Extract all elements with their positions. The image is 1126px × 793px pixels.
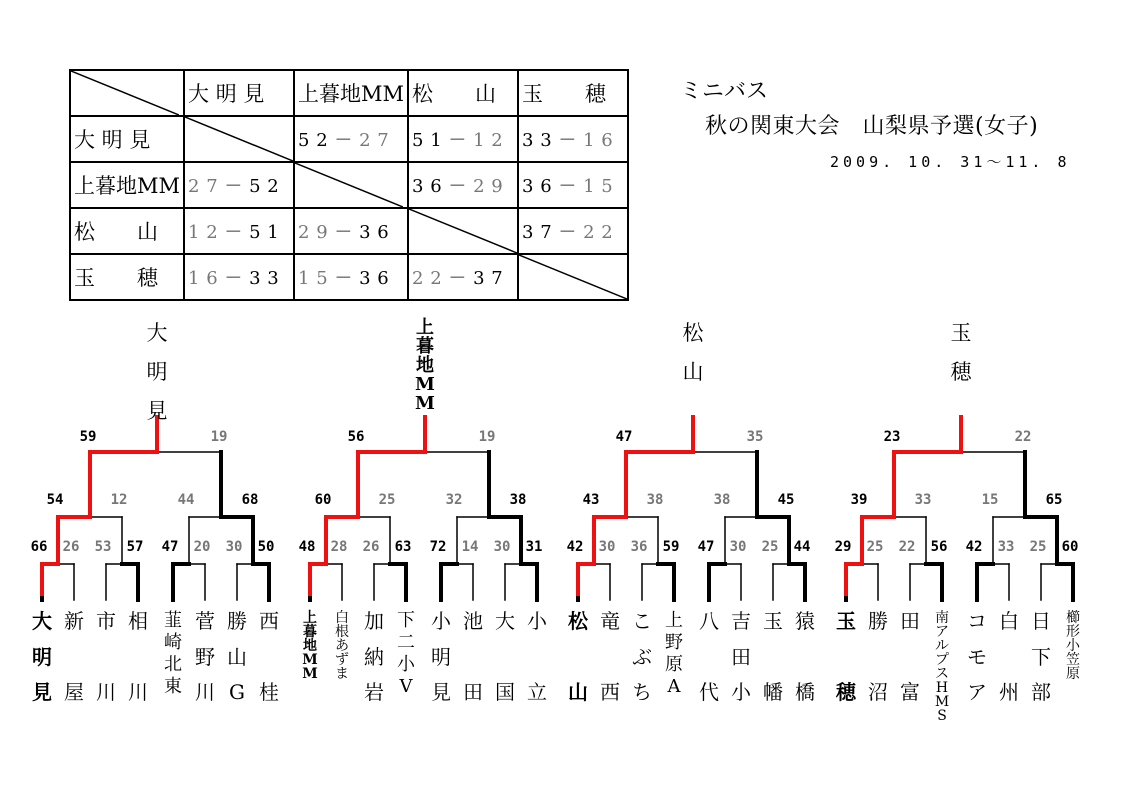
team-name-char: 東 [164, 676, 182, 697]
title-series: ミニバス [680, 79, 769, 104]
team-name-char: 桂 [259, 680, 279, 704]
team-name-char: 西 [259, 609, 279, 633]
team-name-char: 日 [1031, 609, 1051, 633]
score-label: 65 [1045, 492, 1063, 508]
team-name-char: プ [935, 652, 949, 668]
team-name-char: V [399, 676, 413, 697]
team-name-char: 明 [32, 645, 52, 669]
score-label: 29 [834, 539, 852, 555]
score-label: 39 [850, 492, 868, 508]
team-name-char: 猿 [795, 609, 815, 633]
team-name-char: 市 [96, 609, 116, 633]
table-column-header: 玉 穂 [518, 70, 628, 116]
team-name-char: ス [935, 666, 949, 682]
score-label: 47 [697, 539, 715, 555]
team-name-char: 原 [665, 654, 683, 675]
team-name-char: 西 [600, 680, 620, 704]
team-name-char: 山 [568, 680, 588, 704]
team-name-char: 菅 [195, 609, 215, 633]
team-name-char: M [302, 666, 318, 682]
score-own: 2 2 [412, 268, 443, 289]
team-name-char: 玉 [763, 609, 783, 633]
winner-name-char: 大 [146, 321, 168, 345]
team-name-char: 勝 [227, 609, 247, 633]
score-label: 30 [225, 539, 243, 555]
score-dash: － [218, 176, 250, 197]
team-name-char: 北 [164, 654, 182, 675]
team-name-char: 池 [463, 609, 483, 633]
winner-name-char: 山 [682, 360, 704, 384]
team-name-char: ぶ [632, 645, 652, 669]
score-opp: 3 6 [359, 268, 390, 289]
winner-name-char: 上 [416, 317, 434, 338]
team-name-char: 屋 [64, 680, 84, 704]
team-name-char: 富 [900, 680, 920, 704]
score-own: 1 2 [188, 222, 219, 243]
team-name-char: 小 [1066, 638, 1080, 654]
score-label: 59 [662, 539, 680, 555]
team-name-char: 山 [227, 645, 247, 669]
team-name-char: 櫛 [1066, 610, 1080, 626]
score-dash: － [442, 130, 474, 151]
team-name-char: 明 [431, 645, 451, 669]
score-label: 47 [161, 539, 179, 555]
team-name-char: 大 [495, 609, 515, 633]
score-label: 25 [378, 492, 396, 508]
team-name-char: ず [335, 652, 349, 668]
score-label: 42 [566, 539, 584, 555]
team-name-char: 二 [397, 632, 415, 653]
winner-name-char: 地 [416, 355, 434, 376]
team-name-char: 立 [527, 680, 547, 704]
score-label: 63 [394, 539, 412, 555]
team-name-char: 崎 [164, 632, 182, 653]
team-name-char: M [302, 652, 318, 668]
team-name-char: 大 [32, 609, 52, 633]
score-dash: － [552, 130, 584, 151]
table-row-header: 松 山 [70, 208, 184, 254]
score-label: 66 [30, 539, 48, 555]
team-name-char: 小 [527, 609, 547, 633]
score-dash: － [218, 268, 250, 289]
score-label: 36 [630, 539, 648, 555]
score-opp: 5 1 [249, 222, 280, 243]
team-name-char: 加 [364, 609, 384, 633]
team-name-char: 勝 [868, 609, 888, 633]
team-name-char: M [934, 694, 950, 710]
team-name-char: S [937, 708, 947, 724]
score-label: 50 [257, 539, 275, 555]
team-name-char: 見 [32, 680, 52, 704]
score-opp: 2 9 [473, 176, 504, 197]
score-label: 30 [493, 539, 511, 555]
team-name-char: 見 [431, 680, 451, 704]
score-own: 3 7 [522, 222, 553, 243]
team-name-char: モ [967, 645, 987, 669]
table-column-header: 大 明 見 [184, 70, 294, 116]
team-name-char: 田 [900, 609, 920, 633]
score-dash: － [218, 222, 250, 243]
team-name-char: 野 [665, 632, 683, 653]
team-name-char: 田 [731, 645, 751, 669]
team-name-char: A [667, 676, 681, 697]
score-label: 26 [62, 539, 80, 555]
score-dash: － [442, 268, 474, 289]
score-label: 56 [930, 539, 948, 555]
score-label: 32 [445, 492, 463, 508]
team-name-char: 上 [665, 610, 683, 631]
winner-name-char: 見 [146, 399, 168, 423]
team-name-char: 暮 [303, 624, 317, 640]
score-opp: 3 6 [359, 222, 390, 243]
team-name-char: 玉 [836, 609, 856, 633]
team-name-char: ア [935, 624, 949, 640]
team-name-char: 白 [335, 610, 349, 626]
team-name-char: ア [967, 680, 987, 704]
score-label: 44 [793, 539, 811, 555]
table-row-header: 上暮地MM [70, 162, 184, 208]
score-opp: 2 7 [359, 130, 390, 151]
score-label: 30 [729, 539, 747, 555]
score-label: 48 [298, 539, 316, 555]
score-label: 25 [761, 539, 779, 555]
team-name-char: 松 [568, 609, 588, 633]
score-label: 38 [646, 492, 664, 508]
team-name-char: 川 [128, 680, 148, 704]
team-name-char: 根 [335, 624, 349, 640]
team-name-char: 国 [495, 680, 515, 704]
team-name-char: 小 [731, 680, 751, 704]
team-name-char: ル [935, 638, 949, 654]
team-name-char: 川 [195, 680, 215, 704]
team-name-char: 地 [303, 638, 317, 654]
score-label: 59 [79, 429, 97, 445]
team-name-char: 白 [999, 609, 1019, 633]
team-name-char: 岩 [364, 680, 384, 704]
score-opp: 3 3 [249, 268, 280, 289]
winner-name-char: M [415, 393, 435, 414]
table-column-header: 松 山 [408, 70, 518, 116]
score-label: 45 [777, 492, 795, 508]
score-label: 44 [177, 492, 195, 508]
score-label: 43 [582, 492, 600, 508]
score-opp: 2 2 [583, 222, 614, 243]
score-label: 57 [126, 539, 144, 555]
team-name-char: 新 [64, 609, 84, 633]
score-opp: 1 6 [583, 130, 614, 151]
team-name-char: 竜 [600, 609, 620, 633]
score-label: 31 [525, 539, 543, 555]
winner-name-char: 松 [682, 321, 704, 345]
score-label: 26 [362, 539, 380, 555]
team-name-char: 幡 [763, 680, 783, 704]
score-label: 72 [429, 539, 447, 555]
team-name-char: 州 [999, 680, 1019, 704]
score-label: 47 [615, 429, 633, 445]
score-own: 3 3 [522, 130, 553, 151]
team-name-char: H [935, 680, 949, 696]
score-own: 5 1 [412, 130, 443, 151]
score-own: 3 6 [412, 176, 443, 197]
score-label: 68 [241, 492, 259, 508]
score-label: 60 [1061, 539, 1079, 555]
team-name-char: 相 [128, 609, 148, 633]
winner-name-char: M [415, 374, 435, 395]
title-tournament: 秋の関東大会 山梨県予選(女子) [705, 114, 1039, 139]
score-label: 12 [110, 492, 128, 508]
team-name-char: G [229, 680, 245, 704]
score-opp: 1 5 [583, 176, 614, 197]
team-name-char: 上 [303, 610, 317, 626]
team-name-char: 南 [935, 610, 949, 626]
score-label: 22 [1014, 429, 1032, 445]
team-name-char: コ [967, 609, 987, 633]
score-label: 38 [713, 492, 731, 508]
team-name-char: 吉 [731, 609, 751, 633]
score-dash: － [552, 222, 584, 243]
score-label: 60 [314, 492, 332, 508]
team-name-char: 沼 [868, 680, 888, 704]
team-name-char: 韮 [164, 610, 182, 631]
score-dash: － [552, 176, 584, 197]
winner-name-char: 暮 [416, 336, 434, 357]
team-name-char: 部 [1031, 680, 1051, 704]
score-dash: － [328, 130, 360, 151]
score-dash: － [328, 268, 360, 289]
score-label: 25 [866, 539, 884, 555]
score-label: 20 [193, 539, 211, 555]
team-name-char: 田 [463, 680, 483, 704]
score-label: 15 [981, 492, 999, 508]
team-name-char: 代 [699, 680, 719, 704]
winner-name-char: 穂 [950, 360, 972, 384]
team-name-char: 原 [1066, 666, 1080, 682]
team-name-char: 形 [1066, 624, 1080, 640]
team-name-char: ち [632, 680, 652, 704]
team-name-char: 野 [195, 645, 215, 669]
table-row-header: 大 明 見 [70, 116, 184, 162]
team-name-char: 橋 [795, 680, 815, 704]
score-label: 35 [746, 429, 764, 445]
score-label: 33 [914, 492, 932, 508]
score-own: 1 6 [188, 268, 219, 289]
team-name-char: 穂 [836, 680, 856, 704]
score-label: 30 [598, 539, 616, 555]
team-name-char: 川 [96, 680, 116, 704]
score-own: 5 2 [298, 130, 329, 151]
score-label: 42 [965, 539, 983, 555]
score-label: 38 [509, 492, 527, 508]
team-name-char: あ [335, 638, 349, 654]
team-name-char: 下 [1031, 645, 1051, 669]
score-own: 1 5 [298, 268, 329, 289]
team-name-char: ま [335, 666, 349, 682]
score-label: 23 [883, 429, 901, 445]
title-date: 2009. 10. 31～11. 8 [830, 153, 1071, 171]
score-label: 33 [997, 539, 1015, 555]
score-own: 2 9 [298, 222, 329, 243]
score-dash: － [328, 222, 360, 243]
score-opp: 3 7 [473, 268, 504, 289]
team-name-char: 八 [699, 609, 719, 633]
score-opp: 1 2 [473, 130, 504, 151]
table-row-header: 玉 穂 [70, 254, 184, 300]
table-column-header: 上暮地MM [294, 70, 408, 116]
team-name-char: 小 [431, 609, 451, 633]
score-label: 56 [347, 429, 365, 445]
winner-name-char: 玉 [950, 321, 972, 345]
score-label: 19 [210, 429, 228, 445]
score-label: 14 [461, 539, 479, 555]
team-name-char: こ [632, 609, 652, 633]
team-name-char: 納 [364, 645, 384, 669]
score-label: 53 [94, 539, 112, 555]
score-opp: 5 2 [249, 176, 280, 197]
score-dash: － [442, 176, 474, 197]
score-own: 2 7 [188, 176, 219, 197]
team-name-char: 下 [397, 610, 415, 631]
score-label: 28 [330, 539, 348, 555]
score-label: 19 [478, 429, 496, 445]
winner-name-char: 明 [146, 360, 168, 384]
team-name-char: 小 [397, 654, 415, 675]
score-label: 54 [46, 492, 64, 508]
score-own: 3 6 [522, 176, 553, 197]
score-label: 25 [1029, 539, 1047, 555]
score-label: 22 [898, 539, 916, 555]
team-name-char: 笠 [1066, 652, 1080, 668]
